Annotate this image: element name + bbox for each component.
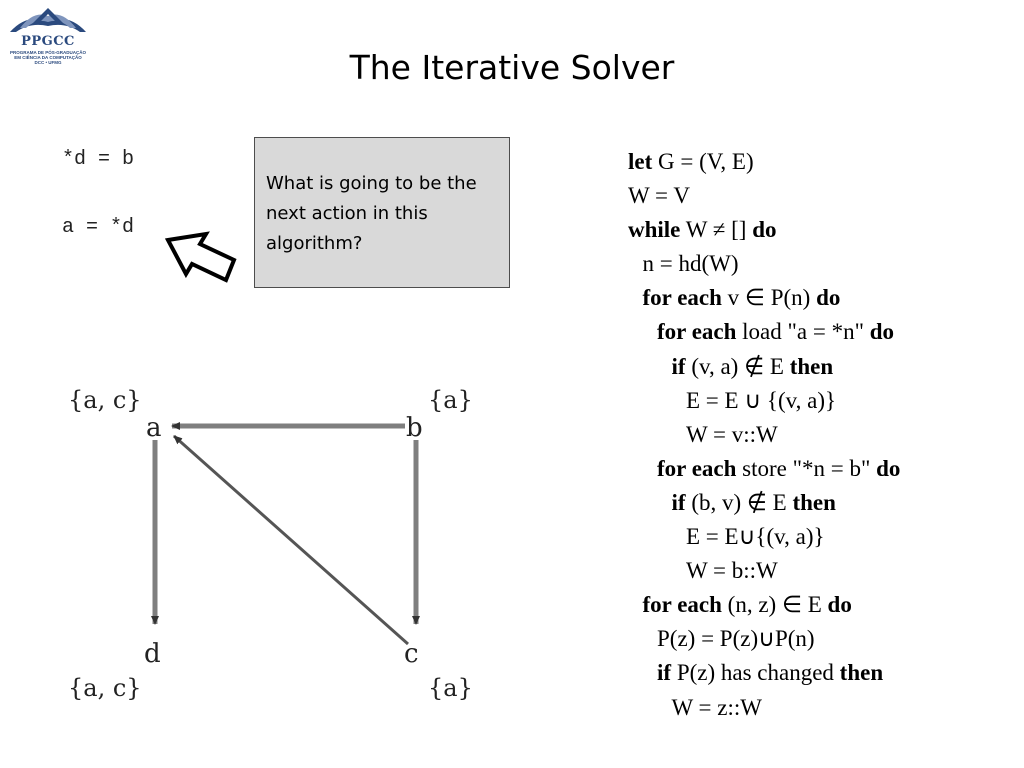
node-b-label: b [406,413,423,443]
points-to-graph [60,378,480,708]
expression: (v, a) ∉ E [685,353,790,379]
algorithm-line [628,554,900,588]
expression: (n, z) ∈ E [721,592,828,618]
expression: W ≠ [] [680,217,753,243]
keyword: do [827,592,852,618]
algorithm-line [628,145,900,179]
keyword: for each [657,455,737,481]
logo-subtitle: DCC • UFMG [34,60,62,65]
keyword: do [876,455,901,481]
expression: G = (V, E) [652,149,754,174]
keyword: for each [657,319,737,345]
slide-title: The Iterative Solver [349,48,675,87]
keyword: if [671,489,686,515]
algorithm-line [628,315,900,349]
keyword: let [628,149,653,174]
keyword: then [839,660,884,686]
keyword: do [752,217,777,243]
arrow-pointer-icon [164,228,240,286]
algorithm-line [628,247,900,281]
algorithm-line [628,452,900,486]
keyword: for each [642,285,722,311]
expression: n = hd(W) [642,251,739,277]
algorithm-line [628,622,900,656]
keyword: do [816,285,841,311]
expression: W = V [628,183,690,209]
node-a-set: {a, c} [68,386,142,414]
node-a-label: a [146,413,162,443]
expression: store "*n = b" [736,455,877,481]
expression: P(z) has changed [671,660,840,686]
node-c-label: c [404,639,419,669]
algorithm-line [628,588,900,622]
logo-subtitle: PROGRAMA DE PÓS-GRADUAÇÃO [9,50,87,55]
logo-name: PPGCC [21,34,75,49]
algorithm-line [628,350,900,384]
keyword: if [657,660,672,686]
node-d-label: d [144,639,161,669]
expression: E = E ∪ {(v, a)} [686,387,837,413]
algorithm-line [628,384,900,418]
algorithm-line [628,179,900,213]
expression: E = E∪{(v, a)} [686,524,825,550]
logo-emblem-icon [6,6,90,36]
node-c-set: {a} [428,674,473,702]
keyword: if [671,353,686,379]
expression: load "a = *n" [736,319,870,345]
edge-c-to-a [174,436,408,644]
keyword: do [869,319,895,345]
algorithm-line [628,691,900,725]
keyword: then [792,489,836,515]
expression: (b, v) ∉ E [685,489,793,515]
keyword: while [628,217,681,243]
code-line-load: a = *d [62,216,135,239]
expression: W = v::W [686,421,778,447]
algorithm-line [628,520,900,554]
algorithm-line [628,281,900,315]
algorithm-line [628,656,900,690]
keyword: for each [642,592,722,618]
code-line-store: *d = b [62,148,135,171]
node-d-set: {a, c} [68,674,142,702]
expression: W = b::W [686,558,778,584]
algorithm-line [628,418,900,452]
algorithm-line [628,213,900,247]
expression: v ∈ P(n) [721,285,817,311]
callout-text: What is going to be the next action in this algorithm? [266,173,477,254]
question-callout [254,137,510,288]
node-b-set: {a} [428,386,473,414]
keyword: then [789,353,834,379]
algorithm-pseudocode [628,145,900,725]
logo-subtitle: EM CIÊNCIA DA COMPUTAÇÃO [14,55,82,60]
expression: P(z) = P(z)∪P(n) [657,626,815,652]
algorithm-line [628,486,900,520]
expression: W = z::W [671,694,762,720]
